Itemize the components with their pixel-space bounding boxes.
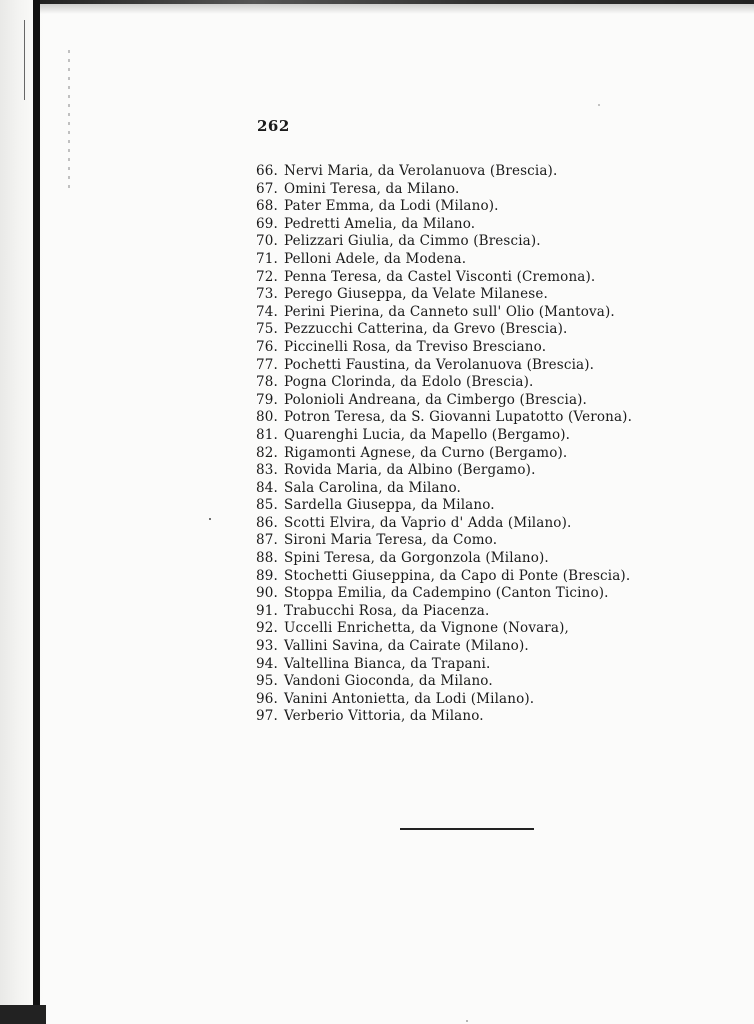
list-item (256, 480, 632, 498)
list-item (256, 321, 632, 339)
entry-number: 73. (256, 286, 278, 303)
binding-edge (33, 0, 40, 1024)
entry-number: 90. (256, 585, 278, 602)
page-number: 262 (257, 117, 290, 135)
entry-text: Pochetti Faustina, da Verolanuova (Brescia). (284, 356, 595, 373)
entry-number: 70. (256, 233, 278, 250)
list-item (256, 374, 632, 392)
entry-text: Perego Giuseppa, da Velate Milanese. (284, 286, 548, 303)
entry-number: 96. (256, 690, 278, 707)
list-item (256, 181, 632, 199)
entry-number: 81. (256, 426, 278, 443)
entry-text: Uccelli Enrichetta, da Vignone (Novara), (284, 620, 569, 637)
entry-number: 69. (256, 215, 278, 232)
list-item (256, 673, 632, 691)
entry-text: Vandoni Gioconda, da Milano. (284, 673, 493, 690)
list-item (256, 216, 632, 234)
list-item (256, 638, 632, 656)
entry-text: Piccinelli Rosa, da Treviso Bresciano. (284, 338, 547, 355)
entry-number: 83. (256, 462, 278, 479)
entry-text: Stoppa Emilia, da Cadempino (Canton Ticino). (284, 585, 609, 602)
entry-number: 84. (256, 479, 278, 496)
entry-number: 85. (256, 497, 278, 514)
top-edge-shadow (40, 4, 754, 14)
list-item (256, 708, 632, 726)
entry-text: Polonioli Andreana, da Cimbergo (Brescia). (284, 391, 587, 408)
entry-number: 87. (256, 532, 278, 549)
entry-text: Pater Emma, da Lodi (Milano). (284, 198, 499, 215)
list-item (256, 286, 632, 304)
list-item (256, 233, 632, 251)
entry-number: 82. (256, 444, 278, 461)
ink-speck (466, 1020, 468, 1022)
list-item (256, 497, 632, 515)
entry-number: 67. (256, 180, 278, 197)
entry-number: 74. (256, 303, 278, 320)
entry-text: Rigamonti Agnese, da Curno (Bergamo). (284, 444, 568, 461)
entry-number: 79. (256, 391, 278, 408)
entry-number: 97. (256, 708, 278, 725)
entry-number: 76. (256, 338, 278, 355)
ink-speck (598, 104, 600, 106)
binding-corner (0, 1005, 46, 1024)
list-item (256, 462, 632, 480)
entry-text: Omini Teresa, da Milano. (284, 180, 460, 197)
entry-text: Sironi Maria Teresa, da Como. (284, 532, 498, 549)
entry-number: 92. (256, 620, 278, 637)
entry-number: 80. (256, 409, 278, 426)
list-item (256, 568, 632, 586)
entry-number: 91. (256, 602, 278, 619)
entry-text: Valtellina Bianca, da Trapani. (284, 655, 491, 672)
entry-text: Verberio Vittoria, da Milano. (284, 708, 484, 725)
entry-text: Scotti Elvira, da Vaprio d' Adda (Milano). (284, 514, 572, 531)
entry-number: 88. (256, 550, 278, 567)
entry-text: Penna Teresa, da Castel Visconti (Cremona). (284, 268, 596, 285)
entry-number: 68. (256, 198, 278, 215)
entry-number: 72. (256, 268, 278, 285)
entry-number: 78. (256, 374, 278, 391)
list-item (256, 427, 632, 445)
entry-text: Sardella Giuseppa, da Milano. (284, 497, 495, 514)
entry-number: 75. (256, 321, 278, 338)
entry-number: 77. (256, 356, 278, 373)
entry-number: 93. (256, 638, 278, 655)
entry-text: Pelloni Adele, da Modena. (284, 250, 467, 267)
list-item (256, 656, 632, 674)
list-item (256, 532, 632, 550)
entry-text: Pogna Clorinda, da Edolo (Brescia). (284, 374, 534, 391)
entry-text: Quarenghi Lucia, da Mapello (Bergamo). (284, 426, 571, 443)
entry-text: Sala Carolina, da Milano. (284, 479, 461, 496)
entry-text: Rovida Maria, da Albino (Bergamo). (284, 462, 536, 479)
list-item (256, 339, 632, 357)
entry-text: Spini Teresa, da Gorgonzola (Milano). (284, 550, 549, 567)
list-item (256, 515, 632, 533)
list-item (256, 603, 632, 621)
entry-text: Pelizzari Giulia, da Cimmo (Brescia). (284, 233, 541, 250)
list-item (256, 392, 632, 410)
list-item (256, 620, 632, 638)
entry-number: 86. (256, 514, 278, 531)
entry-number: 66. (256, 163, 278, 179)
list-item (256, 445, 632, 463)
entry-text: Potron Teresa, da S. Giovanni Lupatotto (Verona). (284, 409, 633, 426)
binding-mark (24, 20, 25, 100)
list-item (256, 269, 632, 287)
entry-text: Pezzucchi Catterina, da Grevo (Brescia). (284, 321, 568, 338)
list-item (256, 163, 632, 181)
list-item (256, 357, 632, 375)
entry-text: Perini Pierina, da Canneto sull' Olio (Mantova). (284, 303, 615, 320)
list-item (256, 251, 632, 269)
closing-rule (400, 828, 534, 830)
margin-marks (68, 50, 70, 190)
entry-number: 71. (256, 250, 278, 267)
name-list (256, 163, 632, 726)
entry-text: Pedretti Amelia, da Milano. (284, 215, 476, 232)
list-item (256, 409, 632, 427)
entry-number: 95. (256, 673, 278, 690)
entry-text: Stochetti Giuseppina, da Capo di Ponte (Brescia). (284, 567, 631, 584)
list-item (256, 304, 632, 322)
entry-number: 89. (256, 567, 278, 584)
entry-number: 94. (256, 655, 278, 672)
list-item (256, 691, 632, 709)
list-item (256, 198, 632, 216)
list-item (256, 585, 632, 603)
list-item (256, 550, 632, 568)
ink-speck (209, 518, 211, 520)
entry-text: Nervi Maria, da Verolanuova (Brescia). (284, 163, 558, 179)
entry-text: Vallini Savina, da Cairate (Milano). (284, 638, 529, 655)
entry-text: Trabucchi Rosa, da Piacenza. (284, 602, 490, 619)
entry-text: Vanini Antonietta, da Lodi (Milano). (284, 690, 535, 707)
